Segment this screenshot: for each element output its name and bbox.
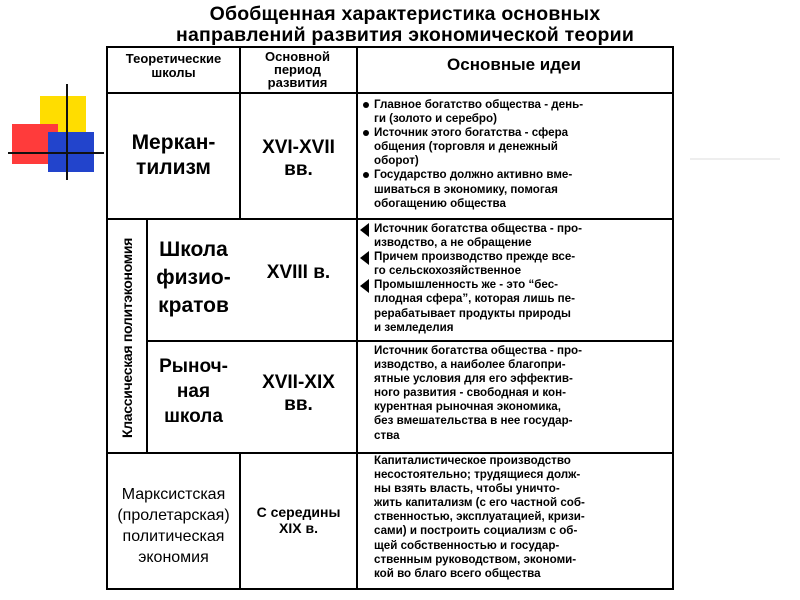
page-title	[95, 4, 715, 46]
economic-schools-table	[106, 46, 674, 590]
group-classical-political-economy	[108, 220, 146, 456]
decor-horizontal-line	[8, 152, 104, 154]
idea-line: без вмешательства в нее государ-	[374, 414, 573, 428]
idea-line: го сельскохозяйственное	[374, 264, 522, 278]
idea-line: Причем производство прежде все-	[374, 250, 576, 264]
decor-faint-rule	[690, 158, 780, 160]
school-physiocrats	[148, 220, 239, 340]
school-marxist	[108, 454, 239, 588]
header-schools-line: Теоретические	[125, 51, 222, 66]
ideas-market	[360, 344, 672, 452]
school-name-line: (пролетарская)	[117, 507, 230, 524]
period-market	[241, 342, 356, 452]
header-period-line: период	[273, 62, 322, 77]
header-period-line: Основной	[265, 49, 330, 64]
school-name-line: тилизм	[136, 156, 211, 179]
school-name-line: физио-	[156, 266, 231, 289]
idea-line: рерабатывает продукты природы	[374, 306, 571, 320]
period-line: С середины	[256, 504, 341, 520]
title-line-1: Обобщенная характеристика основных	[209, 3, 601, 25]
idea-item	[374, 344, 668, 443]
decor-vertical-line	[66, 84, 68, 180]
idea-line: сами) и построить социализм с об-	[374, 524, 578, 538]
school-name-line: школа	[164, 406, 223, 427]
idea-item	[374, 126, 668, 168]
period-marxist	[241, 454, 356, 588]
idea-line: оборот)	[374, 154, 419, 168]
idea-line: ятные условия для его эффектив-	[374, 372, 573, 386]
period-physiocrats	[241, 220, 356, 340]
title-line-2: направлений развития экономической теории	[175, 24, 635, 46]
ideas-mercantilism	[360, 98, 672, 218]
idea-item	[374, 454, 668, 581]
header-period	[239, 48, 356, 92]
period-line: XVI-XVII	[262, 137, 335, 158]
idea-line: ства	[374, 428, 400, 442]
period-line: вв.	[284, 394, 313, 415]
idea-line: ного развития - свободная и кон-	[374, 386, 566, 400]
idea-line: изводство, а не обращение	[374, 236, 532, 250]
idea-line: Главное богатство общества - день-	[374, 98, 584, 111]
school-name-line: Меркан-	[131, 131, 216, 154]
school-name-line: Рыноч-	[159, 356, 228, 377]
period-line: вв.	[284, 159, 313, 180]
idea-line: Промышленность же - это “бес-	[374, 278, 559, 292]
idea-item	[374, 168, 668, 210]
header-schools-line: школы	[151, 65, 196, 80]
header-schools	[108, 48, 239, 92]
idea-line: курентная рыночная экономика,	[374, 400, 561, 414]
period-mercantilism	[241, 94, 356, 218]
school-mercantilism	[108, 94, 239, 218]
header-ideas: Основные идеи	[447, 55, 581, 74]
idea-line: ги (золото и серебро)	[374, 112, 497, 126]
idea-line: и земледелия	[374, 320, 454, 334]
idea-line: шиваться в экономику, помогая	[374, 182, 558, 196]
idea-line: Источник богатства общества - про-	[374, 344, 582, 357]
idea-line: жить капитализм (с его частной соб-	[374, 496, 585, 510]
idea-line: ственным руководством, экономи-	[374, 552, 577, 566]
header-period-line: развития	[267, 75, 328, 90]
idea-line: Источник этого богатства - сфера	[374, 126, 569, 140]
idea-line: общения (торговля и денежный	[374, 140, 558, 154]
idea-line: изводство, а наиболее благопри-	[374, 358, 566, 372]
school-market	[148, 342, 239, 452]
idea-line: кой во благо всего общества	[374, 566, 541, 580]
idea-item	[374, 250, 668, 278]
idea-item	[374, 278, 668, 334]
school-name-line: экономия	[138, 549, 209, 566]
school-name-line: Школа	[159, 238, 228, 261]
ideas-marxist	[360, 454, 672, 588]
idea-item	[374, 222, 668, 250]
idea-item	[374, 98, 668, 126]
idea-line: ны взять власть, чтобы уничто-	[374, 482, 560, 496]
idea-line: Государство должно активно вме-	[374, 168, 573, 182]
idea-line: Капиталистическое производство	[374, 454, 571, 467]
ideas-physiocrats	[360, 222, 672, 340]
idea-line: обогащению общества	[374, 196, 506, 210]
school-name-line: кратов	[158, 294, 229, 317]
idea-line: щей собственностью и государ-	[374, 538, 560, 552]
idea-line: ственностью, эксплуатацией, кризи-	[374, 510, 585, 524]
school-name-line: Марксистская	[121, 486, 226, 503]
period-line: XIX в.	[279, 520, 318, 536]
group-label: Классическая политэкономия	[119, 237, 135, 439]
school-name-line: политическая	[122, 528, 225, 545]
period-line: XVIII в.	[266, 262, 331, 283]
period-line: XVII-XIX	[262, 372, 335, 393]
idea-line: Источник богатства общества - про-	[374, 222, 582, 235]
col-divider	[356, 48, 358, 588]
school-name-line: ная	[176, 381, 211, 402]
idea-line: несостоятельно; трудящиеся долж-	[374, 468, 581, 482]
idea-line: плодная сфера”, которая лишь пе-	[374, 292, 575, 306]
